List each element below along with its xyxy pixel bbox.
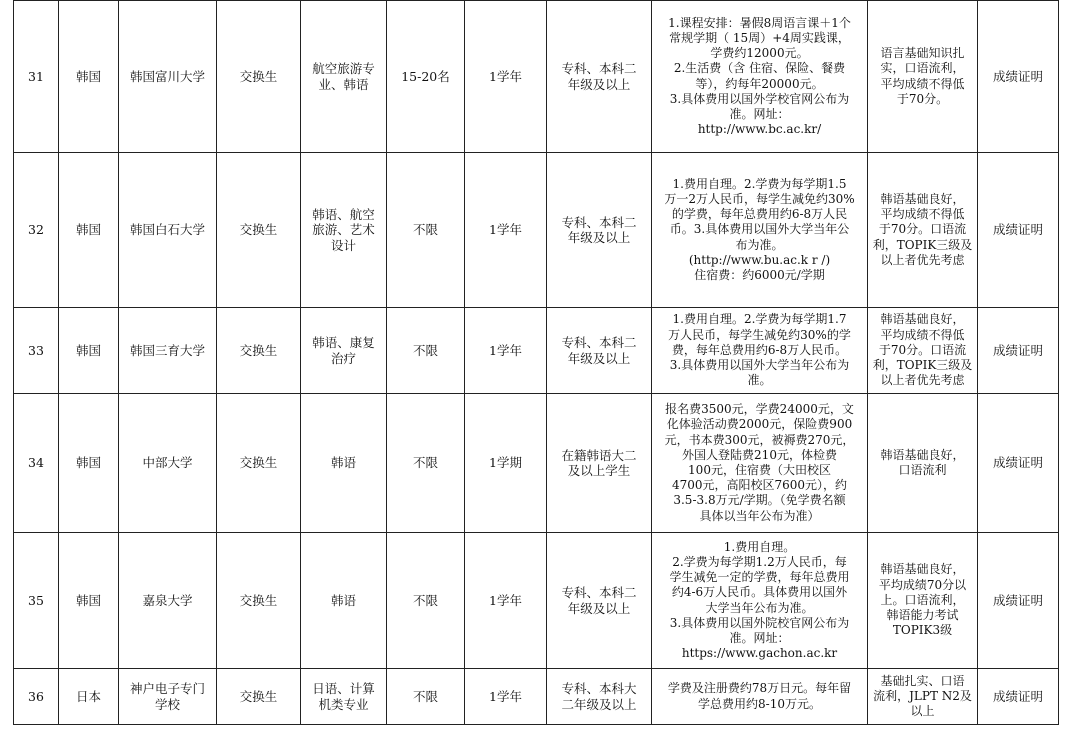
requirements: 韩语基础良好， 口语流利 <box>868 394 978 533</box>
duration: 1学年 <box>465 1 547 153</box>
country: 日本 <box>59 669 119 725</box>
duration: 1学年 <box>465 533 547 669</box>
school-name: 神户电子专门 学校 <box>119 669 217 725</box>
row-number: 35 <box>14 533 59 669</box>
row-number: 36 <box>14 669 59 725</box>
school-name: 嘉泉大学 <box>119 533 217 669</box>
duration: 1学年 <box>465 669 547 725</box>
major: 日语、计算 机类专业 <box>301 669 387 725</box>
eligibility-level: 专科、本科二 年级及以上 <box>547 153 652 308</box>
program-type: 交换生 <box>217 308 301 394</box>
requirements: 基础扎实、口语 流利，JLPT N2及 以上 <box>868 669 978 725</box>
country: 韩国 <box>59 533 119 669</box>
requirements: 韩语基础良好， 平均成绩不得低 于70分。口语流 利，TOPIK三级及 以上者优先考虑 <box>868 308 978 394</box>
major: 韩语、航空 旅游、艺术 设计 <box>301 153 387 308</box>
eligibility-level: 专科、本科二 年级及以上 <box>547 533 652 669</box>
program-type: 交换生 <box>217 1 301 153</box>
required-materials: 成绩证明 <box>978 669 1059 725</box>
program-type: 交换生 <box>217 669 301 725</box>
school-name: 韩国白石大学 <box>119 153 217 308</box>
major: 航空旅游专 业、韩语 <box>301 1 387 153</box>
eligibility-level: 在籍韩语大二 及以上学生 <box>547 394 652 533</box>
table-row <box>14 533 1059 669</box>
school-name: 中部大学 <box>119 394 217 533</box>
program-type: 交换生 <box>217 394 301 533</box>
country: 韩国 <box>59 153 119 308</box>
row-number: 31 <box>14 1 59 153</box>
row-number: 34 <box>14 394 59 533</box>
fees-description: 1.费用自理。 2.学费为每学期1.2万人民币，每 学生减免一定的学费，每年总费用 约4-6万人民币。具体费用以国外 大学当年公布为准。 3.具体费用以国外院校官网公布为 准。网址： https://www.gachon.ac.kr <box>652 533 868 669</box>
duration: 1学年 <box>465 153 547 308</box>
duration: 1学年 <box>465 308 547 394</box>
quota: 不限 <box>387 394 465 533</box>
table-row <box>14 394 1059 533</box>
quota: 15-20名 <box>387 1 465 153</box>
fees-description: 1.课程安排：暑假8周语言课＋1个 常规学期（ 15周）+4周实践课， 学费约12000元。 2.生活费（含 住宿、保险、餐费 等），约每年20000元。 3.具体费用以国外学校官网公布为 准。网址： http://www.bc.ac.kr/ <box>652 1 868 153</box>
requirements: 韩语基础良好， 平均成绩70分以 上。口语流利， 韩语能力考试 TOPIK3级 <box>868 533 978 669</box>
major: 韩语 <box>301 533 387 669</box>
requirements: 韩语基础良好， 平均成绩不得低 于70分。口语流 利，TOPIK三级及 以上者优先考虑 <box>868 153 978 308</box>
table-row <box>14 1 1059 153</box>
school-name: 韩国富川大学 <box>119 1 217 153</box>
quota: 不限 <box>387 153 465 308</box>
eligibility-level: 专科、本科二 年级及以上 <box>547 1 652 153</box>
fees-description: 学费及注册费约78万日元。每年留 学总费用约8-10万元。 <box>652 669 868 725</box>
quota: 不限 <box>387 669 465 725</box>
program-type: 交换生 <box>217 533 301 669</box>
row-number: 33 <box>14 308 59 394</box>
program-table <box>13 0 1059 725</box>
program-type: 交换生 <box>217 153 301 308</box>
country: 韩国 <box>59 1 119 153</box>
table-row <box>14 308 1059 394</box>
school-name: 韩国三育大学 <box>119 308 217 394</box>
required-materials: 成绩证明 <box>978 533 1059 669</box>
fees-description: 报名费3500元，学费24000元，文 化体验活动费2000元，保险费900 元，书本费300元，被褥费270元， 外国人登陆费210元，体检费 100元，住宿费（大田校区 4700元，高阳校区7600元），约 3.5-3.8万元/学期。（免学费名额 具体以当年公布为准） <box>652 394 868 533</box>
required-materials: 成绩证明 <box>978 394 1059 533</box>
major: 韩语、康复 治疗 <box>301 308 387 394</box>
required-materials: 成绩证明 <box>978 308 1059 394</box>
table-row <box>14 669 1059 725</box>
requirements: 语言基础知识扎 实，口语流利， 平均成绩不得低 于70分。 <box>868 1 978 153</box>
eligibility-level: 专科、本科二 年级及以上 <box>547 308 652 394</box>
required-materials: 成绩证明 <box>978 153 1059 308</box>
fees-description: 1.费用自理。2.学费为每学期1.7 万人民币，每学生减免约30%的学 费，每年总费用约6-8万人民币。 3.具体费用以国外大学当年公布为 准。 <box>652 308 868 394</box>
quota: 不限 <box>387 308 465 394</box>
required-materials: 成绩证明 <box>978 1 1059 153</box>
major: 韩语 <box>301 394 387 533</box>
duration: 1学期 <box>465 394 547 533</box>
table-row <box>14 153 1059 308</box>
eligibility-level: 专科、本科大 二年级及以上 <box>547 669 652 725</box>
country: 韩国 <box>59 394 119 533</box>
country: 韩国 <box>59 308 119 394</box>
quota: 不限 <box>387 533 465 669</box>
fees-description: 1.费用自理。2.学费为每学期1.5 万一2万人民币，每学生减免约30% 的学费，每年总费用约6-8万人民 币。3.具体费用以国外大学当年公 布为准。 (http://www.bu.ac.k r /) 住宿费：约6000元/学期 <box>652 153 868 308</box>
row-number: 32 <box>14 153 59 308</box>
